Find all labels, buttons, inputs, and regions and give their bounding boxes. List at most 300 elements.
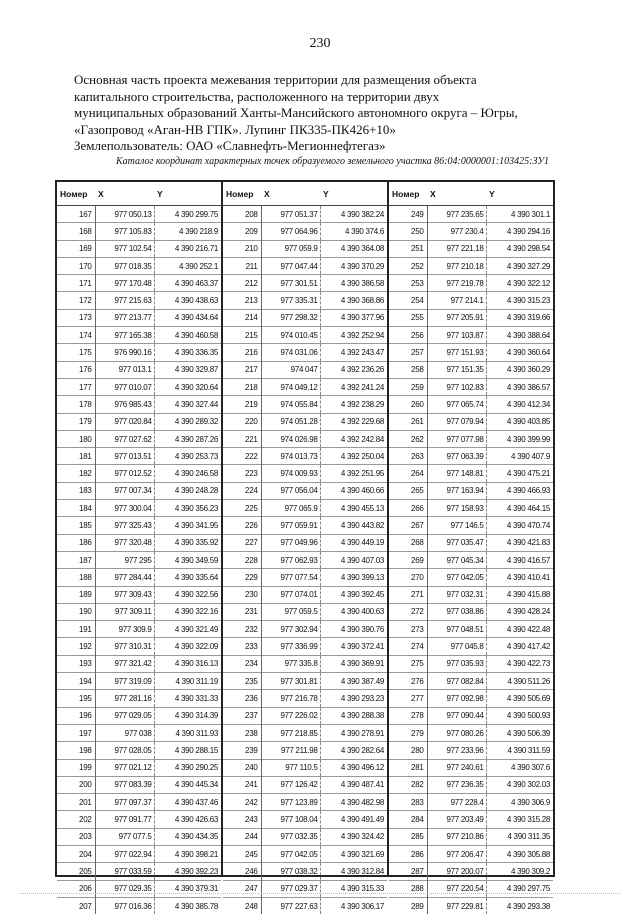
table-row: [223, 206, 387, 223]
x-coordinate: 977 148.81: [427, 465, 486, 482]
y-coordinate: 4 390 370.29: [320, 257, 387, 274]
table-row: [223, 430, 387, 447]
x-coordinate: 977 298.32: [261, 309, 320, 326]
x-coordinate: 977 059.9: [261, 240, 320, 257]
y-coordinate: 4 390 341.95: [154, 517, 221, 534]
x-coordinate: 977 045.8: [427, 638, 486, 655]
coordinates-table: [223, 182, 387, 914]
y-coordinate: 4 390 475.21: [486, 465, 553, 482]
point-number: 189: [57, 586, 95, 603]
y-coordinate: 4 390 306.9: [486, 794, 553, 811]
point-number: 184: [57, 500, 95, 517]
point-number: 231: [223, 603, 261, 620]
table-row: [389, 413, 553, 430]
x-coordinate: 977 035.93: [427, 655, 486, 672]
point-number: 234: [223, 655, 261, 672]
x-coordinate: 977 151.93: [427, 344, 486, 361]
x-coordinate: 977 045.34: [427, 551, 486, 568]
point-number: 197: [57, 724, 95, 741]
table-row: [223, 309, 387, 326]
table-row: [57, 621, 221, 638]
y-coordinate: 4 390 253.73: [154, 448, 221, 465]
point-number: 260: [389, 396, 427, 413]
y-coordinate: 4 390 368.86: [320, 292, 387, 309]
y-coordinate: 4 392 251.95: [320, 465, 387, 482]
point-number: 200: [57, 776, 95, 793]
table-row: [57, 845, 221, 862]
y-coordinate: 4 392 243.47: [320, 344, 387, 361]
y-coordinate: 4 392 238.29: [320, 396, 387, 413]
x-coordinate: 977 018.35: [95, 257, 154, 274]
x-coordinate: 977 042.05: [261, 845, 320, 862]
table-row: [223, 482, 387, 499]
x-coordinate: 977 205.91: [427, 309, 486, 326]
point-number: 240: [223, 759, 261, 776]
y-coordinate: 4 390 305.88: [486, 845, 553, 862]
table-row: [57, 863, 221, 880]
point-number: 221: [223, 430, 261, 447]
x-coordinate: 977 236.35: [427, 776, 486, 793]
y-coordinate: 4 390 331.33: [154, 690, 221, 707]
y-coordinate: 4 390 399.13: [320, 569, 387, 586]
x-coordinate: 974 031.06: [261, 344, 320, 361]
table-row: [223, 569, 387, 586]
x-coordinate: 977 032.35: [261, 828, 320, 845]
point-number: 265: [389, 482, 427, 499]
x-coordinate: 977 029.37: [261, 880, 320, 897]
point-number: 269: [389, 551, 427, 568]
x-coordinate: 977 310.31: [95, 638, 154, 655]
point-number: 216: [223, 344, 261, 361]
y-coordinate: 4 390 437.46: [154, 794, 221, 811]
table-row: [57, 327, 221, 344]
coordinates-table-1: [55, 180, 223, 911]
y-coordinate: 4 390 379.31: [154, 880, 221, 897]
point-number: 225: [223, 500, 261, 517]
y-coordinate: 4 390 322.16: [154, 603, 221, 620]
table-row: [389, 292, 553, 309]
y-coordinate: 4 390 438.63: [154, 292, 221, 309]
table-row: [223, 759, 387, 776]
y-coordinate: 4 390 335.92: [154, 534, 221, 551]
y-coordinate: 4 390 500.93: [486, 707, 553, 724]
header-x: X: [261, 182, 320, 206]
x-coordinate: 977 216.78: [261, 690, 320, 707]
table-row: [57, 517, 221, 534]
x-coordinate: 977 335.8: [261, 655, 320, 672]
point-number: 258: [389, 361, 427, 378]
y-coordinate: 4 392 241.24: [320, 378, 387, 395]
x-coordinate: 977 048.51: [427, 621, 486, 638]
coordinates-table: [57, 182, 221, 914]
x-coordinate: 977 049.96: [261, 534, 320, 551]
header-x: X: [427, 182, 486, 206]
x-coordinate: 974 049.12: [261, 378, 320, 395]
point-number: 178: [57, 396, 95, 413]
point-number: 232: [223, 621, 261, 638]
point-number: 175: [57, 344, 95, 361]
point-number: 239: [223, 742, 261, 759]
table-row: [57, 673, 221, 690]
point-number: 222: [223, 448, 261, 465]
x-coordinate: 977 035.47: [427, 534, 486, 551]
point-number: 199: [57, 759, 95, 776]
point-number: 220: [223, 413, 261, 430]
x-coordinate: 977 077.98: [427, 430, 486, 447]
point-number: 280: [389, 742, 427, 759]
table-row: [57, 759, 221, 776]
y-coordinate: 4 390 322.12: [486, 275, 553, 292]
x-coordinate: 977 050.13: [95, 206, 154, 223]
point-number: 212: [223, 275, 261, 292]
y-coordinate: 4 390 399.99: [486, 430, 553, 447]
point-number: 253: [389, 275, 427, 292]
table-row: [223, 621, 387, 638]
point-number: 229: [223, 569, 261, 586]
y-coordinate: 4 392 229.68: [320, 413, 387, 430]
y-coordinate: 4 390 417.42: [486, 638, 553, 655]
point-number: 207: [57, 897, 95, 914]
table-row: [389, 430, 553, 447]
point-number: 181: [57, 448, 95, 465]
x-coordinate: 974 009.93: [261, 465, 320, 482]
point-number: 204: [57, 845, 95, 862]
x-coordinate: 977 165.38: [95, 327, 154, 344]
x-coordinate: 977 065.74: [427, 396, 486, 413]
x-coordinate: 977 325.43: [95, 517, 154, 534]
table-row: [223, 448, 387, 465]
point-number: 167: [57, 206, 95, 223]
x-coordinate: 977 203.49: [427, 811, 486, 828]
table-row: [57, 586, 221, 603]
point-number: 169: [57, 240, 95, 257]
x-coordinate: 977 028.05: [95, 742, 154, 759]
y-coordinate: 4 390 252.1: [154, 257, 221, 274]
x-coordinate: 977 038.32: [261, 863, 320, 880]
x-coordinate: 977 335.31: [261, 292, 320, 309]
x-coordinate: 977 029.35: [95, 880, 154, 897]
x-coordinate: 977 228.4: [427, 794, 486, 811]
table-row: [57, 638, 221, 655]
y-coordinate: 4 390 455.13: [320, 500, 387, 517]
table-row: [57, 482, 221, 499]
y-coordinate: 4 390 321.49: [154, 621, 221, 638]
y-coordinate: 4 390 464.15: [486, 500, 553, 517]
table-row: [223, 551, 387, 568]
point-number: 268: [389, 534, 427, 551]
point-number: 272: [389, 603, 427, 620]
x-coordinate: 977 301.81: [261, 673, 320, 690]
point-number: 182: [57, 465, 95, 482]
x-coordinate: 977 032.31: [427, 586, 486, 603]
table-row: [57, 690, 221, 707]
x-coordinate: 977 158.93: [427, 500, 486, 517]
y-coordinate: 4 390 445.34: [154, 776, 221, 793]
x-coordinate: 974 026.98: [261, 430, 320, 447]
table-row: [57, 413, 221, 430]
point-number: 245: [223, 845, 261, 862]
point-number: 249: [389, 206, 427, 223]
table-row: [57, 309, 221, 326]
y-coordinate: 4 390 306.17: [320, 897, 387, 914]
y-coordinate: 4 390 460.66: [320, 482, 387, 499]
table-row: [57, 344, 221, 361]
point-number: 281: [389, 759, 427, 776]
x-coordinate: 977 080.26: [427, 724, 486, 741]
x-coordinate: 974 047: [261, 361, 320, 378]
y-coordinate: 4 390 421.83: [486, 534, 553, 551]
table-row: [389, 206, 553, 223]
catalog-title: Каталог координат характерных точек образуемого земельного участка 86:04:0000001:103425:ЗУ1: [116, 156, 550, 167]
x-coordinate: 977 038: [95, 724, 154, 741]
point-number: 284: [389, 811, 427, 828]
x-coordinate: 977 108.04: [261, 811, 320, 828]
table-row: [223, 413, 387, 430]
x-coordinate: 977 229.81: [427, 897, 486, 914]
table-row: [223, 845, 387, 862]
table-row: [389, 724, 553, 741]
table-row: [223, 275, 387, 292]
table-row: [57, 500, 221, 517]
x-coordinate: 977 295: [95, 551, 154, 568]
y-coordinate: 4 390 307.6: [486, 759, 553, 776]
x-coordinate: 977 211.98: [261, 742, 320, 759]
point-number: 287: [389, 863, 427, 880]
y-coordinate: 4 390 311.93: [154, 724, 221, 741]
x-coordinate: 977 321.42: [95, 655, 154, 672]
point-number: 235: [223, 673, 261, 690]
y-coordinate: 4 390 315.28: [486, 811, 553, 828]
y-coordinate: 4 390 327.44: [154, 396, 221, 413]
point-number: 289: [389, 897, 427, 914]
table-row: [389, 759, 553, 776]
x-coordinate: 977 230.4: [427, 223, 486, 240]
table-row: [223, 223, 387, 240]
table-row: [389, 327, 553, 344]
heading-line: Землепользователь: ОАО «Славнефть-Мегионнефтегаз»: [74, 138, 386, 153]
point-number: 203: [57, 828, 95, 845]
point-number: 194: [57, 673, 95, 690]
point-number: 264: [389, 465, 427, 482]
table-row: [389, 690, 553, 707]
y-coordinate: 4 390 392.45: [320, 586, 387, 603]
table-row: [57, 378, 221, 395]
x-coordinate: 977 064.96: [261, 223, 320, 240]
x-coordinate: 977 210.86: [427, 828, 486, 845]
x-coordinate: 977 012.52: [95, 465, 154, 482]
table-row: [223, 828, 387, 845]
x-coordinate: 977 021.12: [95, 759, 154, 776]
x-coordinate: 977 074.01: [261, 586, 320, 603]
point-number: 168: [57, 223, 95, 240]
x-coordinate: 977 077.5: [95, 828, 154, 845]
y-coordinate: 4 390 415.88: [486, 586, 553, 603]
x-coordinate: 977 300.04: [95, 500, 154, 517]
y-coordinate: 4 390 387.49: [320, 673, 387, 690]
x-coordinate: 977 103.87: [427, 327, 486, 344]
table-header-row: [389, 182, 553, 206]
x-coordinate: 977 220.54: [427, 880, 486, 897]
table-row: [389, 897, 553, 914]
y-coordinate: 4 390 407.9: [486, 448, 553, 465]
table-row: [389, 361, 553, 378]
x-coordinate: 977 284.44: [95, 569, 154, 586]
point-number: 256: [389, 327, 427, 344]
y-coordinate: 4 390 466.93: [486, 482, 553, 499]
point-number: 274: [389, 638, 427, 655]
x-coordinate: 974 055.84: [261, 396, 320, 413]
point-number: 252: [389, 257, 427, 274]
table-row: [389, 396, 553, 413]
table-row: [223, 707, 387, 724]
point-number: 223: [223, 465, 261, 482]
x-coordinate: 977 320.48: [95, 534, 154, 551]
y-coordinate: 4 390 403.85: [486, 413, 553, 430]
table-row: [223, 863, 387, 880]
y-coordinate: 4 390 407.03: [320, 551, 387, 568]
table-row: [223, 794, 387, 811]
point-number: 196: [57, 707, 95, 724]
table-row: [223, 638, 387, 655]
point-number: 218: [223, 378, 261, 395]
y-coordinate: 4 390 302.03: [486, 776, 553, 793]
table-row: [57, 655, 221, 672]
table-row: [57, 603, 221, 620]
x-coordinate: 977 227.63: [261, 897, 320, 914]
y-coordinate: 4 390 327.29: [486, 257, 553, 274]
y-coordinate: 4 390 319.66: [486, 309, 553, 326]
point-number: 183: [57, 482, 95, 499]
y-coordinate: 4 390 218.9: [154, 223, 221, 240]
point-number: 270: [389, 569, 427, 586]
y-coordinate: 4 390 316.13: [154, 655, 221, 672]
point-number: 190: [57, 603, 95, 620]
point-number: 275: [389, 655, 427, 672]
x-coordinate: 977 126.42: [261, 776, 320, 793]
point-number: 238: [223, 724, 261, 741]
y-coordinate: 4 390 335.64: [154, 569, 221, 586]
point-number: 198: [57, 742, 95, 759]
x-coordinate: 977 079.94: [427, 413, 486, 430]
x-coordinate: 977 146.5: [427, 517, 486, 534]
x-coordinate: 977 336.99: [261, 638, 320, 655]
table-row: [223, 361, 387, 378]
heading-line: капитального строительства, расположенного на территории двух: [74, 88, 440, 104]
table-row: [57, 223, 221, 240]
table-row: [57, 465, 221, 482]
table-row: [389, 482, 553, 499]
x-coordinate: 977 226.02: [261, 707, 320, 724]
y-coordinate: 4 390 374.6: [320, 223, 387, 240]
point-number: 237: [223, 707, 261, 724]
point-number: 205: [57, 863, 95, 880]
y-coordinate: 4 390 322.56: [154, 586, 221, 603]
y-coordinate: 4 390 290.25: [154, 759, 221, 776]
y-coordinate: 4 390 329.87: [154, 361, 221, 378]
y-coordinate: 4 390 505.69: [486, 690, 553, 707]
x-coordinate: 977 090.44: [427, 707, 486, 724]
table-row: [57, 257, 221, 274]
point-number: 279: [389, 724, 427, 741]
y-coordinate: 4 390 360.64: [486, 344, 553, 361]
point-number: 202: [57, 811, 95, 828]
point-number: 263: [389, 448, 427, 465]
x-coordinate: 977 020.84: [95, 413, 154, 430]
table-row: [223, 603, 387, 620]
x-coordinate: 977 301.51: [261, 275, 320, 292]
heading-line: «Газопровод «Аган-НВ ГПК». Лупинг ПК335-ПК426+10»: [74, 121, 396, 137]
table-row: [389, 586, 553, 603]
table-row: [389, 776, 553, 793]
scan-edge: [20, 893, 620, 897]
x-coordinate: 977 082.84: [427, 673, 486, 690]
x-coordinate: 977 097.37: [95, 794, 154, 811]
table-row: [57, 897, 221, 914]
x-coordinate: 977 309.9: [95, 621, 154, 638]
x-coordinate: 976 990.16: [95, 344, 154, 361]
x-coordinate: 977 302.94: [261, 621, 320, 638]
page-number: 230: [309, 36, 331, 51]
y-coordinate: 4 390 382.24: [320, 206, 387, 223]
x-coordinate: 977 016.36: [95, 897, 154, 914]
point-number: 257: [389, 344, 427, 361]
y-coordinate: 4 390 349.59: [154, 551, 221, 568]
x-coordinate: 977 170.48: [95, 275, 154, 292]
y-coordinate: 4 390 449.19: [320, 534, 387, 551]
point-number: 230: [223, 586, 261, 603]
x-coordinate: 977 065.9: [261, 500, 320, 517]
x-coordinate: 977 092.98: [427, 690, 486, 707]
y-coordinate: 4 390 336.35: [154, 344, 221, 361]
table-row: [389, 603, 553, 620]
table-row: [223, 257, 387, 274]
x-coordinate: 974 013.73: [261, 448, 320, 465]
table-row: [389, 828, 553, 845]
y-coordinate: 4 390 372.41: [320, 638, 387, 655]
point-number: 266: [389, 500, 427, 517]
table-row: [57, 742, 221, 759]
point-number: 282: [389, 776, 427, 793]
y-coordinate: 4 390 322.09: [154, 638, 221, 655]
x-coordinate: 977 013.1: [95, 361, 154, 378]
point-number: 185: [57, 517, 95, 534]
table-row: [223, 517, 387, 534]
table-row: [389, 845, 553, 862]
y-coordinate: 4 390 369.91: [320, 655, 387, 672]
table-row: [223, 724, 387, 741]
x-coordinate: 974 051.28: [261, 413, 320, 430]
y-coordinate: 4 390 321.69: [320, 845, 387, 862]
point-number: 288: [389, 880, 427, 897]
y-coordinate: 4 390 312.84: [320, 863, 387, 880]
x-coordinate: 977 163.94: [427, 482, 486, 499]
y-coordinate: 4 390 422.73: [486, 655, 553, 672]
header-number: Номер: [389, 182, 427, 206]
y-coordinate: 4 390 400.63: [320, 603, 387, 620]
point-number: 213: [223, 292, 261, 309]
point-number: 250: [389, 223, 427, 240]
table-row: [389, 863, 553, 880]
x-coordinate: 977 210.18: [427, 257, 486, 274]
x-coordinate: 977 102.54: [95, 240, 154, 257]
y-coordinate: 4 390 386.58: [320, 275, 387, 292]
table-row: [223, 897, 387, 914]
table-row: [223, 776, 387, 793]
table-row: [223, 240, 387, 257]
point-number: 244: [223, 828, 261, 845]
point-number: 186: [57, 534, 95, 551]
x-coordinate: 977 047.44: [261, 257, 320, 274]
